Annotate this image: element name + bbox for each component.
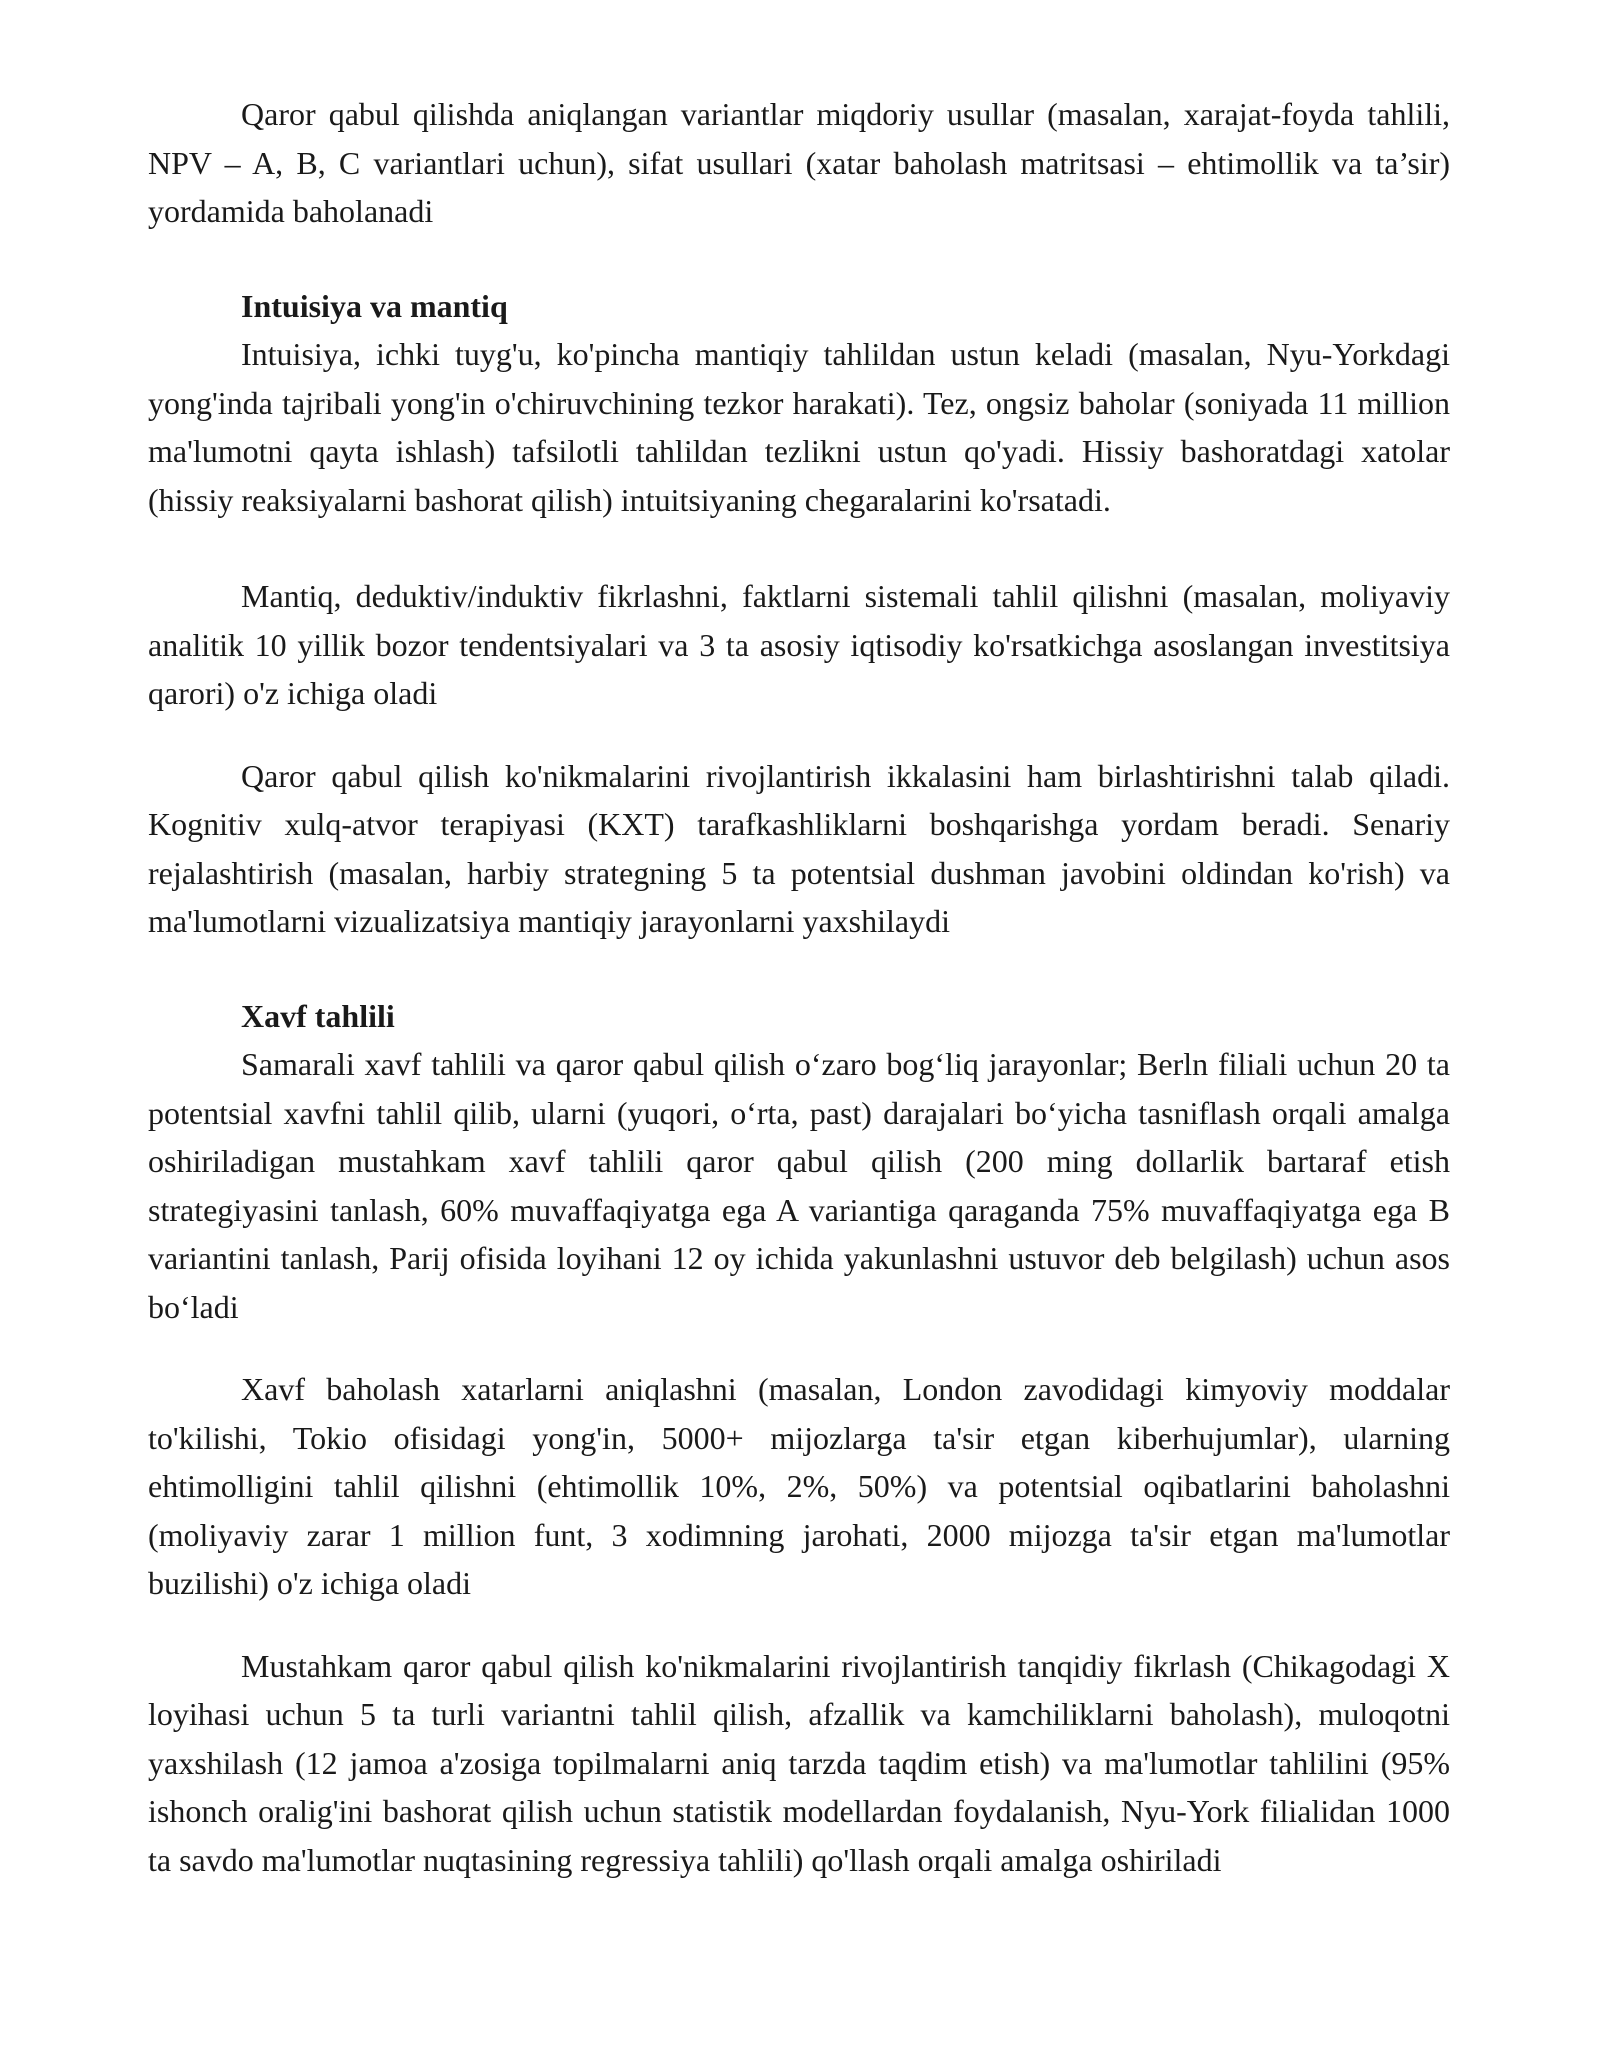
- paragraph-intuition: Intuisiya, ichki tuyg'u, ko'pincha mantiqiy tahlildan ustun keladi (masalan, Nyu-Yorkdagi yong'inda tajribali yong'in o'chiruvchining tezkor harakati). Tez, ongsiz baholar (soniyada 11 million ma'lumotni qayta ishlash) tafsilotli tahlildan tezlikni ustun qo'yadi. Hissiy bashoratdagi xatolar (hissiy reaksiyalarni bashorat qilish) intuitsiyaning chegaralarini ko'rsatadi.: [148, 336, 1450, 518]
- spacer: [148, 236, 1450, 282]
- paragraph-evaluation-methods: Qaror qabul qilishda aniqlangan variantlar miqdoriy usullar (masalan, xarajat-foyda tahlili, NPV – A, B, C variantlari uchun), sifat usullari (xatar baholash matritsasi – ehtimollik va ta’sir) yordamida baholanadi: [148, 96, 1450, 229]
- heading-risk-analysis: Xavf tahlili: [241, 997, 395, 1034]
- paragraph-risk-assessment: Xavf baholash xatarlarni aniqlashni (masalan, London zavodidagi kimyoviy moddalar to'kilishi, Tokio ofisidagi yong'in, 5000+ mijozlarga ta'sir etgan kiberhujumlar), ularning ehtimolligini tahlil qilishni (ehtimollik 10%, 2%, 50%) va potentsial oqibatlarini baholashni (moliyaviy zarar 1 million funt, 3 xodimning jarohati, 2000 mijozga ta'sir etgan ma'lumotlar buzilishi) o'z ichiga oladi: [148, 1371, 1450, 1601]
- spacer: [148, 1331, 1450, 1365]
- spacer: [148, 1608, 1450, 1642]
- paragraph-skill-development: Qaror qabul qilish ko'nikmalarini rivojlantirish ikkalasini ham birlashtirishni talab qiladi. Kognitiv xulq-atvor terapiyasi (KXT) tarafkashliklarni boshqarishga yordam beradi. Senariy rejalashtirish (masalan, harbiy strategning 5 ta potentsial dushman javobini oldindan ko'rish) va ma'lumotlarni vizualizatsiya mantiqiy jarayonlarni yaxshilaydi: [148, 757, 1450, 939]
- spacer: [148, 718, 1450, 752]
- heading-intuition-logic: Intuisiya va mantiq: [241, 287, 508, 324]
- spacer: [148, 524, 1450, 572]
- paragraph-robust-decision: Mustahkam qaror qabul qilish ko'nikmalarini rivojlantirish tanqidiy fikrlash (Chikagodagi X loyihasi uchun 5 ta turli variantni tahlil qilish, afzallik va kamchiliklarni baholash), muloqotni yaxshilash (12 jamoa a'zosiga topilmalarni aniq tarzda taqdim etish) va ma'lumotlar tahlilini (95% ishonch oralig'ini bashorat qilish uchun statistik modellardan foydalanish, Nyu-York filialidan 1000 ta savdo ma'lumotlar nuqtasining regressiya tahlili) qo'llash orqali amalga oshiriladi: [148, 1647, 1450, 1878]
- spacer: [148, 946, 1450, 992]
- paragraph-risk-analysis: Samarali xavf tahlili va qaror qabul qilish o‘zaro bog‘liq jarayonlar; Berln filiali uchun 20 ta potentsial xavfni tahlil qilib, ularni (yuqori, o‘rta, past) darajalari bo‘yicha tasniflash orqali amalga oshiriladigan mustahkam xavf tahlili qaror qabul qilish (200 ming dollarlik bartaraf etish strategiyasini tanlash, 60% muvaffaqiyatga ega A variantiga qaraganda 75% muvaffaqiyatga ega B variantini tanlash, Parij ofisida loyihani 12 oy ichida yakunlashni ustuvor deb belgilash) uchun asos bo‘ladi: [148, 1046, 1450, 1325]
- paragraph-logic: Mantiq, deduktiv/induktiv fikrlashni, faktlarni sistemali tahlil qilishni (masalan, moliyaviy analitik 10 yillik bozor tendentsiyalari va 3 ta asosiy iqtisodiy ko'rsatkichga asoslangan investitsiya qarori) o'z ichiga oladi: [148, 578, 1450, 711]
- document-page: [148, 90, 1450, 1884]
